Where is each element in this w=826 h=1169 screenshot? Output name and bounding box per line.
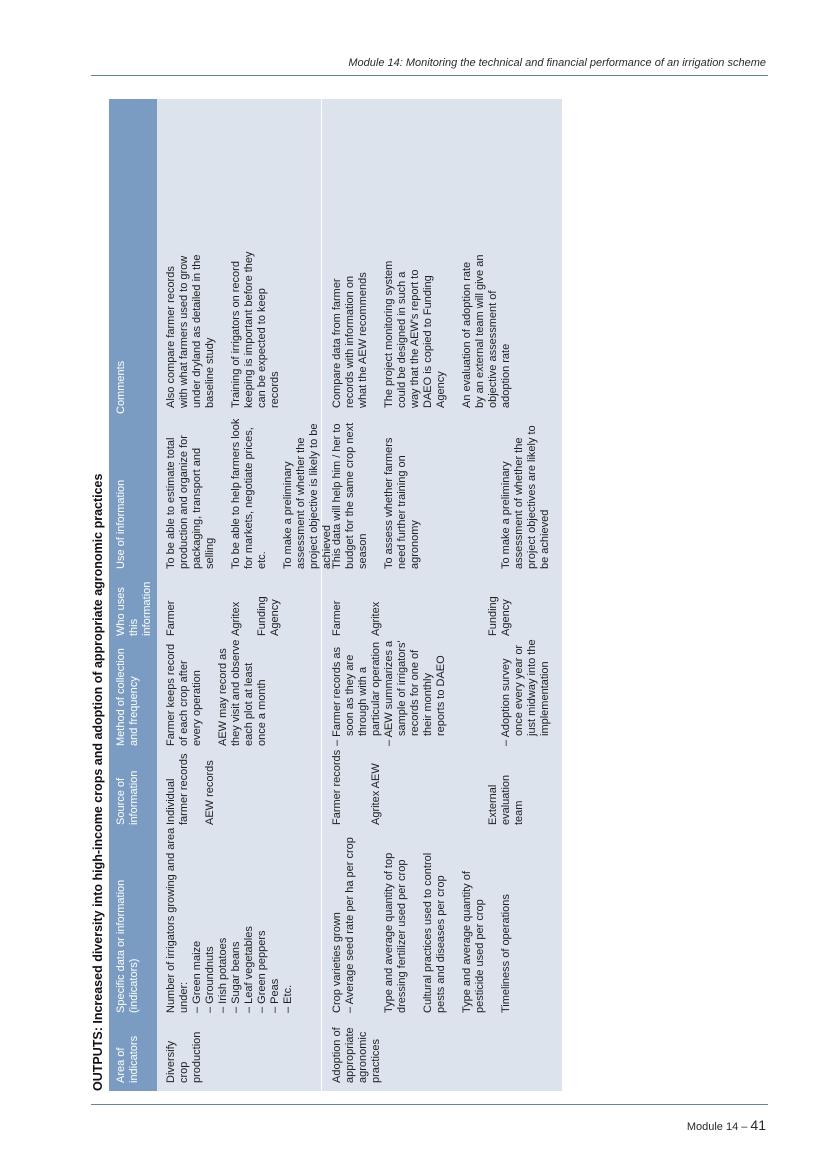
crop-item: – Etc. xyxy=(282,984,294,1013)
row2-source-a: Farmer records xyxy=(331,749,343,825)
row2-comment-c: An evaluation of adoption rate by an external team will give an objective assessment of adoption rate xyxy=(461,254,512,408)
row2-who-a: Farmer xyxy=(331,600,343,636)
row1-use-c: To make a preliminary assessment of whether the project objective is likely to be achieved xyxy=(282,423,333,569)
table-header-row xyxy=(109,99,157,1091)
row2-use xyxy=(331,415,552,569)
row2-spec-a: Crop varieties grown xyxy=(331,912,343,1013)
row2-method-a: – Farmer records as soon as they are through with a particular operation xyxy=(331,641,382,746)
row1-comment-a: Also compare farmer records with what farmers used to grow under dryland as detailed in the baseline study xyxy=(165,254,216,408)
row2-comment-a: Compare data from farmer records with information on what the AEW recommends xyxy=(331,272,369,408)
row2-comment-b: The project monitoring system could be designed in such a way that the AEW's report to DAEO is copied to Funding Agency xyxy=(383,260,447,408)
footer-rule xyxy=(91,1104,768,1105)
header-source: Source of information xyxy=(115,770,140,825)
row2-use-a: This data will help him / her to budget for the same crop next season xyxy=(331,422,369,569)
row1-specific-intro: Number of irrigators growing and area under: xyxy=(165,827,190,1013)
footer-label: Module 14 – xyxy=(686,1121,748,1133)
row2-spec-a2: – Average seed rate per ha per crop xyxy=(344,837,356,1013)
row1-source xyxy=(165,749,217,825)
row2-use-c: To make a preliminary assessment of whether the project objectives are likely to be achieved xyxy=(500,425,551,569)
row-divider xyxy=(321,99,322,1091)
header-comments: Comments xyxy=(115,360,127,414)
header-rule xyxy=(91,75,768,76)
running-header: Module 14: Monitoring the technical and financial performance of an irrigation scheme xyxy=(348,57,766,69)
row1-area: Diversify crop production xyxy=(165,1031,203,1083)
header-who: Who uses this information xyxy=(115,581,153,636)
row1-source-b: AEW records xyxy=(204,760,216,825)
row1-who-c: Funding Agency xyxy=(256,596,281,636)
row1-who-b: Agritex xyxy=(230,601,242,636)
crop-item: – Green peppers xyxy=(256,930,268,1013)
row2-method-c: – Adoption survey once every year or just midway into the implementation xyxy=(500,639,551,746)
row1-method-b: AEW may record as they visit and observe each plot at least once a month xyxy=(217,639,268,746)
row1-use-a: To be able to estimate total production and organize for packaging, transport and selling xyxy=(165,435,216,569)
row1-comment-b: Training of irrigators on record keeping is important before they can be expected to keep records xyxy=(230,251,281,408)
header-use: Use of information xyxy=(115,479,127,569)
row2-specific xyxy=(331,825,513,1013)
row1-who xyxy=(165,576,282,636)
row2-spec-d: Type and average quantity of pesticide used per crop xyxy=(461,871,486,1013)
row2-comments xyxy=(331,250,513,408)
row2-use-b: To assess whether farmers need further training on agronomy xyxy=(383,437,421,569)
crop-item: – Peas xyxy=(269,978,281,1013)
row2-method-b: – AEW summarizes a sample of irrigators' records for one of their monthly reports to DAEO xyxy=(383,640,447,746)
page-number: 41 xyxy=(750,1117,766,1133)
row2-who-c: Funding Agency xyxy=(487,596,512,636)
row2-spec-b: Type and average quantity of top dressing fertilizer used per crop xyxy=(383,852,408,1013)
row2-spec-c: Cultural practices used to control pests and diseases per crop xyxy=(422,852,447,1013)
table xyxy=(109,99,562,1091)
row1-method xyxy=(165,638,269,746)
table-title: OUTPUTS: Increased diversity into high-income crops and adoption of appropriate agronomic practices xyxy=(91,473,105,1091)
crop-item: – Leaf vegetables xyxy=(243,926,255,1013)
row2-source xyxy=(331,749,526,825)
row2-area: Adoption of appropriate agronomic practices xyxy=(331,1027,382,1083)
row1-method-a: Farmer keeps record of each crop after every operation xyxy=(165,643,203,746)
rotated-table-block xyxy=(87,99,562,1091)
row1-use-b: To be able to help farmers look for markets, negotiate prices, etc. xyxy=(230,418,268,569)
row2-method xyxy=(331,638,552,746)
crop-item: – Sugar beans xyxy=(230,941,242,1013)
crop-item: – Groundnuts xyxy=(204,946,216,1013)
row2-source-c: External evaluation team xyxy=(487,774,525,825)
crop-item: – Irish potatoes xyxy=(217,937,229,1013)
header-method: Method of collection and frequency xyxy=(115,648,140,746)
row1-use xyxy=(165,415,334,569)
row2-source-b: Agritex AEW xyxy=(370,763,382,825)
crop-item: – Green maize xyxy=(191,940,203,1013)
row1-comments xyxy=(165,250,282,408)
row2-who-b: Agritex xyxy=(370,601,382,636)
row2-who xyxy=(331,576,513,636)
row1-specific xyxy=(165,825,295,1013)
header-area: Area of indicators xyxy=(115,1035,140,1083)
page-footer xyxy=(687,1117,766,1133)
row1-source-a: Individual farmer records xyxy=(165,753,190,825)
row2-spec-e: Timeliness of operations xyxy=(500,894,512,1013)
row1-who-a: Farmer xyxy=(165,600,177,636)
header-specific: Specific data or information (indicators) xyxy=(115,879,140,1013)
